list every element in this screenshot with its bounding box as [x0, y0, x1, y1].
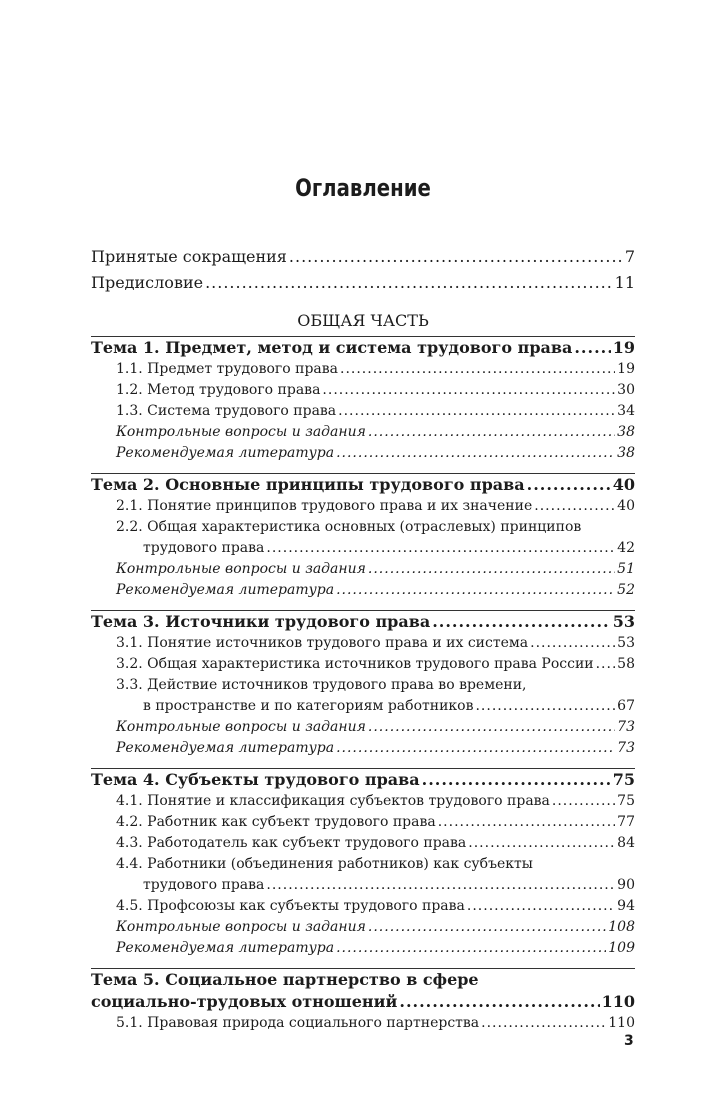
toc-item-title: 3.2. Общая характеристика источников трудового права России [116, 656, 594, 672]
toc-item-page: 67 [617, 698, 635, 714]
toc-literature[interactable] [91, 738, 635, 759]
leader-dots [368, 422, 615, 443]
toc-item-page: 84 [617, 835, 635, 851]
theme-section-5 [91, 968, 635, 1034]
toc-literature[interactable] [91, 580, 635, 601]
toc-item-page: 34 [617, 403, 635, 419]
toc-item-page: 30 [617, 382, 635, 398]
theme-section-1 [91, 336, 635, 464]
leader-dots [596, 654, 616, 675]
toc-item-line1[interactable]: 4.4. Работники (объединения работников) как субъекты [116, 856, 533, 872]
theme-title: Тема 3. Источники трудового права [91, 612, 431, 631]
leader-dots [336, 938, 606, 959]
leader-dots [552, 791, 615, 812]
toc-item-page: 42 [617, 540, 635, 556]
theme-title: социально-трудовых отношений [91, 992, 398, 1011]
toc-entry-page: 11 [614, 273, 635, 292]
toc-entry-title: Предисловие [91, 273, 204, 292]
leader-dots [336, 580, 615, 601]
toc-item-title: Контрольные вопросы и задания [116, 919, 366, 935]
leader-dots [205, 270, 613, 296]
leader-dots [475, 696, 615, 717]
part-title: ОБЩАЯ ЧАСТЬ [297, 311, 429, 330]
toc-item-page: 38 [617, 445, 635, 461]
theme-section-2 [91, 473, 635, 601]
leader-dots [438, 812, 615, 833]
leader-dots [322, 380, 615, 401]
toc-item[interactable] [91, 401, 635, 422]
toc-item-page: 109 [608, 940, 635, 956]
toc-item[interactable] [91, 696, 635, 717]
theme-page: 75 [612, 770, 635, 789]
toc-item-page: 19 [617, 361, 635, 377]
table-of-contents [91, 244, 635, 1034]
theme-page: 19 [612, 338, 635, 357]
toc-item[interactable] [91, 633, 635, 654]
toc-item-page: 38 [617, 424, 635, 440]
leader-dots [574, 337, 610, 359]
leader-dots [530, 633, 615, 654]
toc-item-title: 4.5. Профсоюзы как субъекты трудового права [116, 898, 465, 914]
leader-dots [289, 244, 623, 270]
leader-dots [468, 833, 615, 854]
toc-item-title: 1.1. Предмет трудового права [116, 361, 338, 377]
toc-item-page: 73 [617, 719, 635, 735]
toc-item-title: Контрольные вопросы и задания [116, 424, 366, 440]
leader-dots [481, 1013, 606, 1034]
theme-heading[interactable] [91, 611, 635, 633]
page-title: Оглавление [295, 174, 431, 202]
theme-heading[interactable] [91, 337, 635, 359]
toc-item[interactable] [91, 791, 635, 812]
toc-item[interactable] [91, 359, 635, 380]
toc-item-page: 108 [608, 919, 635, 935]
toc-item-line1[interactable]: 3.3. Действие источников трудового права во времени, [116, 677, 527, 693]
leader-dots [338, 401, 615, 422]
toc-item-page: 90 [617, 877, 635, 893]
toc-item-title: Рекомендуемая литература [116, 740, 335, 756]
toc-literature[interactable] [91, 443, 635, 464]
theme-title: Тема 1. Предмет, метод и система трудового права [91, 338, 573, 357]
leader-dots [368, 917, 606, 938]
leader-dots [266, 538, 615, 559]
theme-heading[interactable] [91, 769, 635, 791]
toc-item[interactable] [91, 380, 635, 401]
toc-item-title: Рекомендуемая литература [116, 582, 335, 598]
toc-literature[interactable] [91, 938, 635, 959]
toc-item[interactable] [91, 654, 635, 675]
leader-dots [368, 559, 615, 580]
toc-item-title: Рекомендуемая литература [116, 445, 335, 461]
toc-item-title: 1.2. Метод трудового права [116, 382, 321, 398]
leader-dots [422, 769, 611, 791]
toc-item-title: 3.1. Понятие источников трудового права и их система [116, 635, 529, 651]
page-number: 3 [624, 1033, 634, 1049]
toc-item-title: Рекомендуемая литература [116, 940, 335, 956]
toc-item-title: 2.1. Понятие принципов трудового права и их значение [116, 498, 533, 514]
leader-dots [336, 738, 615, 759]
toc-item-title: 1.3. Система трудового права [116, 403, 337, 419]
toc-item-title: Контрольные вопросы и задания [116, 719, 366, 735]
theme-page: 40 [612, 475, 635, 494]
toc-item-title: 4.3. Работодатель как субъект трудового права [116, 835, 467, 851]
toc-item[interactable] [91, 896, 635, 917]
toc-item-page: 75 [617, 793, 635, 809]
theme-page: 110 [601, 992, 635, 1011]
leader-dots [340, 359, 615, 380]
toc-item-title: трудового права [143, 540, 265, 556]
leader-dots [399, 991, 599, 1013]
toc-questions[interactable] [91, 917, 635, 938]
toc-entry-title: Принятые сокращения [91, 247, 287, 266]
toc-item[interactable] [91, 833, 635, 854]
leader-dots [527, 474, 611, 496]
leader-dots [432, 611, 611, 633]
toc-item[interactable] [91, 812, 635, 833]
toc-item-title: Контрольные вопросы и задания [116, 561, 366, 577]
toc-entry-preface[interactable] [91, 270, 635, 296]
toc-item-page: 110 [608, 1015, 635, 1031]
toc-item-page: 40 [617, 498, 635, 514]
toc-item-title: 4.2. Работник как субъект трудового права [116, 814, 436, 830]
toc-item-page: 73 [617, 740, 635, 756]
theme-page: 53 [612, 612, 635, 631]
toc-item[interactable] [91, 875, 635, 896]
theme-heading[interactable] [91, 474, 635, 496]
toc-item-page: 58 [617, 656, 635, 672]
leader-dots [368, 717, 615, 738]
leader-dots [467, 896, 615, 917]
toc-item-title: в пространстве и по категориям работников [143, 698, 474, 714]
leader-dots [534, 496, 615, 517]
toc-item-line1[interactable]: 2.2. Общая характеристика основных (отраслевых) принципов [116, 519, 582, 535]
theme-title: Тема 4. Субъекты трудового права [91, 770, 420, 789]
toc-item-page: 94 [617, 898, 635, 914]
toc-questions[interactable] [91, 422, 635, 443]
toc-item-page: 51 [617, 561, 635, 577]
toc-item[interactable] [91, 1013, 635, 1034]
toc-questions[interactable] [91, 559, 635, 580]
toc-questions[interactable] [91, 717, 635, 738]
toc-item-page: 53 [617, 635, 635, 651]
theme-heading[interactable] [91, 991, 635, 1013]
toc-item-page: 77 [617, 814, 635, 830]
toc-item-title: 5.1. Правовая природа социального партнерства [116, 1015, 480, 1031]
leader-dots [266, 875, 615, 896]
toc-item-title: трудового права [143, 877, 265, 893]
toc-item[interactable] [91, 538, 635, 559]
toc-entry-abbreviations[interactable] [91, 244, 635, 270]
toc-item-title: 4.1. Понятие и классификация субъектов трудового права [116, 793, 550, 809]
theme-title: Тема 2. Основные принципы трудового права [91, 475, 525, 494]
theme-section-3 [91, 610, 635, 759]
theme-title-line1[interactable]: Тема 5. Социальное партнерство в сфере [91, 970, 479, 989]
theme-section-4 [91, 768, 635, 959]
toc-item-page: 52 [617, 582, 635, 598]
leader-dots [336, 443, 615, 464]
toc-entry-page: 7 [624, 247, 635, 266]
toc-item[interactable] [91, 496, 635, 517]
